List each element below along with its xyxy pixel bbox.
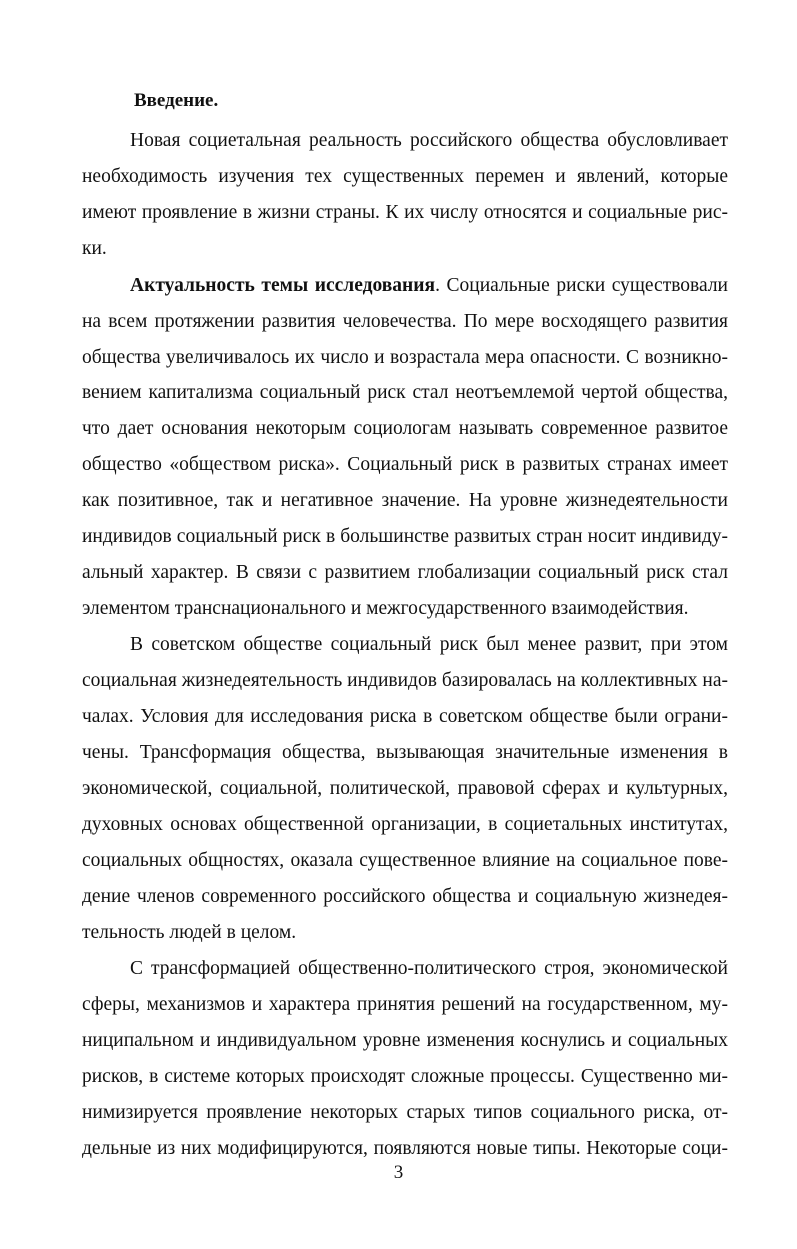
paragraph-4-line-3: ниципальном и индивидуальном уровне изменения коснулись и социальных bbox=[82, 1030, 728, 1051]
paragraph-1-line-1: Новая социетальная реальность российского общества обусловливает bbox=[130, 130, 728, 151]
paragraph-2-line-7: как позитивное, так и негативное значение. На уровне жизнедеятельности bbox=[82, 490, 728, 511]
paragraph-3-line-4: чены. Трансформация общества, вызывающая значительные изменения в bbox=[82, 742, 728, 763]
paragraph-4-line-2: сферы, механизмов и характера принятия решений на государственном, му- bbox=[82, 994, 728, 1015]
paragraph-4-line-5: нимизируется проявление некоторых старых типов социального риска, от- bbox=[82, 1102, 728, 1123]
paragraph-2-line-1 bbox=[130, 269, 728, 303]
paragraph-2-line-6: общество «обществом риска». Социальный риск в развитых странах имеет bbox=[82, 454, 728, 475]
paragraph-2-line-5: что дает основания некоторым социологам называть современное развитое bbox=[82, 418, 728, 439]
paragraph-2-line-9: альный характер. В связи с развитием глобализации социальный риск стал bbox=[82, 562, 728, 583]
paragraph-1-line-4: ки. bbox=[82, 238, 107, 259]
paragraph-2-line-10: элементом транснационального и межгосударственного взаимодействия. bbox=[82, 598, 689, 619]
paragraph-1-line-2: необходимость изучения тех существенных перемен и явлений, которые bbox=[82, 166, 728, 187]
page-number: 3 bbox=[393, 1162, 404, 1183]
paragraph-3-line-2: социальная жизнедеятельность индивидов базировалась на коллективных на- bbox=[82, 670, 728, 691]
paragraph-3-line-6: духовных основах общественной организации, в социетальных институтах, bbox=[82, 814, 728, 835]
paragraph-3-line-8: дение членов современного российского общества и социальную жизнедея- bbox=[82, 886, 728, 907]
paragraph-3-line-5: экономической, социальной, политической, правовой сферах и культурных, bbox=[82, 778, 728, 799]
paragraph-3-line-9: тельность людей в целом. bbox=[82, 922, 297, 943]
paragraph-3-line-1: В советском обществе социальный риск был менее развит, при этом bbox=[130, 634, 728, 655]
paragraph-4-line-6: дельные из них модифицируются, появляются новые типы. Некоторые соци- bbox=[82, 1138, 728, 1159]
paragraph-2-line-3: общества увеличивалось их число и возрастала мера опасности. С возникно- bbox=[82, 347, 728, 368]
paragraph-4-line-4: рисков, в системе которых происходят сложные процессы. Существенно ми- bbox=[82, 1066, 728, 1087]
topic-relevance-label: Актуальность темы исследования bbox=[130, 275, 436, 296]
paragraph-3-line-3: чалах. Условия для исследования риска в советском обществе были ограни- bbox=[82, 706, 728, 727]
paragraph-2-line-2: на всем протяжении развития человечества. По мере восходящего развития bbox=[82, 311, 728, 332]
paragraph-4-line-1: С трансформацией общественно-политического строя, экономической bbox=[130, 958, 728, 979]
paragraph-2-line-8: индивидов социальный риск в большинстве развитых стран носит индивиду- bbox=[82, 526, 728, 547]
paragraph-1-line-3: имеют проявление в жизни страны. К их числу относятся и социальные рис- bbox=[82, 202, 728, 223]
paragraph-2-line-4: вением капитализма социальный риск стал неотъемлемой чертой общества, bbox=[82, 382, 728, 403]
paragraph-2-lead-rest: . Социальные риски существовали bbox=[435, 275, 728, 296]
paragraph-3-line-7: социальных общностях, оказала существенное влияние на социальное пове- bbox=[82, 850, 728, 871]
section-heading: Введение. bbox=[134, 90, 219, 111]
